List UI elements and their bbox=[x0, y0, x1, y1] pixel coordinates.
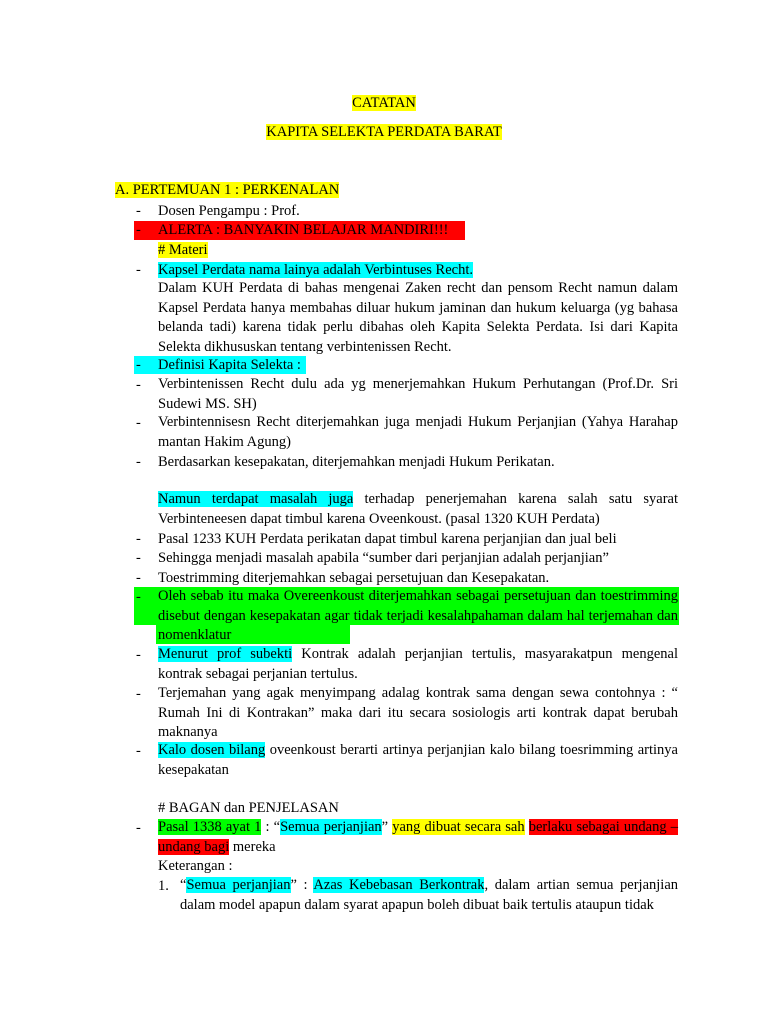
alerta-item: ALERTA : BANYAKIN BELAJAR MANDIRI!!! bbox=[158, 222, 449, 238]
bullet-dash: - bbox=[136, 647, 141, 663]
keterangan-item-1: “Semua perjanjian” : Azas Kebebasan Berkontrak, dalam artian semua perjanjian dalam model apapun dalam syarat apapun boleh dibuat baik tertulis ataupun tidak bbox=[180, 877, 679, 913]
oleh-item: Oleh sebab itu maka Overeenkoust diterjemahkan sebagai persetujuan dan toestrimming disebut dengan kesepakatan agar tidak terjadi kesalahpahaman dalam hal terjemahan dan nomenklatur bbox=[158, 588, 678, 643]
bullet-dash: - bbox=[136, 454, 141, 470]
doc-title: CATATAN bbox=[352, 95, 416, 111]
dosen-item: Dosen Pengampu : Prof. bbox=[158, 203, 300, 219]
berdasarkan-item: Berdasarkan kesepakatan, diterjemahkan menjadi Hukum Perikatan. bbox=[158, 454, 555, 470]
namun-paragraph: Namun terdapat masalah juga terhadap penerjemahan karena salah satu syarat Verbinteneesen dapat timbul karena Oveenkoust. (pasal 1320 KUH Perdata) bbox=[158, 491, 678, 527]
keterangan-number: 1. bbox=[158, 878, 169, 894]
bullet-dash: - bbox=[136, 415, 141, 431]
kapsel-item: Kapsel Perdata nama lainya adalah Verbintuses Recht. bbox=[158, 262, 473, 278]
bullet-dash: - bbox=[136, 377, 141, 393]
bullet-dash: - bbox=[136, 531, 141, 547]
sehingga-item: Sehingga menjadi masalah apabila “sumber dari perjanjian adalah perjanjian” bbox=[158, 550, 609, 566]
bullet-dash: - bbox=[136, 820, 141, 836]
bullet-dash: - bbox=[136, 570, 141, 586]
kalo-item: Kalo dosen bilang oveenkoust berarti artinya perjanjian kalo bilang toesrimming artinya kesepakatan bbox=[158, 742, 678, 778]
materi-heading: # Materi bbox=[158, 242, 208, 258]
bullet-dash: - bbox=[136, 686, 141, 702]
doc-subtitle: KAPITA SELEKTA PERDATA BARAT bbox=[266, 124, 502, 140]
pasal1338-item: Pasal 1338 ayat 1 : “Semua perjanjian” yang dibuat secara sah berlaku sebagai undang – undang bagi mereka bbox=[158, 819, 678, 855]
keterangan-label: Keterangan : bbox=[158, 858, 233, 874]
definisi-item: Definisi Kapita Selekta : bbox=[158, 357, 301, 373]
bullet-dash: - bbox=[136, 743, 141, 759]
toestrimming-item: Toestrimming diterjemahkan sebagai persetujuan dan Kesepakatan. bbox=[158, 570, 550, 586]
bullet-dash: - bbox=[136, 262, 141, 278]
bullet-dash: - bbox=[136, 357, 141, 373]
verb1-item: Verbintenissen Recht dulu ada yg menerjemahkan Hukum Perhutangan (Prof.Dr. Sri Sudewi MS. SH) bbox=[158, 376, 678, 412]
bullet-dash: - bbox=[136, 222, 141, 238]
bullet-dash: - bbox=[136, 589, 141, 605]
bagan-heading: # BAGAN dan PENJELASAN bbox=[158, 800, 339, 816]
bullet-dash: - bbox=[136, 203, 141, 219]
menurut-item: Menurut prof subekti Kontrak adalah perjanjian tertulis, masyarakatpun mengenal kontrak sebagai perjanian tertulus. bbox=[158, 646, 679, 682]
bullet-dash: - bbox=[136, 550, 141, 566]
verb2-item: Verbintennisesn Recht diterjemahkan juga menjadi Hukum Perjanjian (Yahya Harahap mantan Hakim Agung) bbox=[158, 414, 678, 450]
pasal1233-item: Pasal 1233 KUH Perdata perikatan dapat timbul karena perjanjian dan jual beli bbox=[158, 531, 617, 547]
section-a-heading: A. PERTEMUAN 1 : PERKENALAN bbox=[115, 182, 340, 198]
kapsel-paragraph: Dalam KUH Perdata di bahas mengenai Zaken recht dan pensom Recht namun dalam Kapsel Perdata hanya membahas diluar hukum jaminan dan hukum keluarga (yg bahasa belanda tadi) karena tidak perlu dibahas oleh Kapita Selekta Perdata. Isi dari Kapita Selekta dikhususkan tentang verbintenissen Recht. bbox=[158, 280, 678, 355]
terjemahan-item: Terjemahan yang agak menyimpang adalag kontrak sama dengan sewa contohnya : “ Rumah Ini di Kontrakan” maka dari itu secara sosiologis arti kontrak dapat berubah maknanya bbox=[158, 685, 678, 740]
